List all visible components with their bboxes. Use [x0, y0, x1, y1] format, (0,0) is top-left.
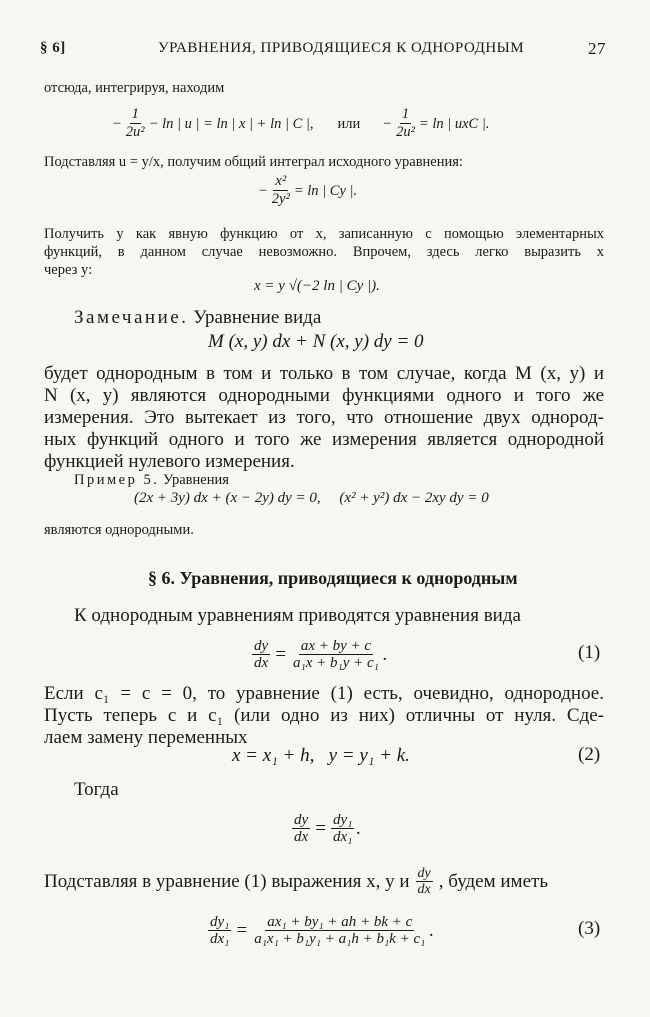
text-line: функций, в данном случае невозможно. Впрочем, здесь легко выразить x — [44, 244, 604, 260]
denominator: dx₁ — [333, 829, 353, 846]
denominator: 2y² — [271, 191, 290, 208]
section-heading: § 6. Уравнения, приводящиеся к однородным — [148, 568, 518, 588]
text-line: являются однородными. — [44, 522, 194, 538]
text-line: К однородным уравнениям приводятся уравнения вида — [74, 605, 521, 626]
denominator: dx₁ — [210, 931, 230, 948]
denominator: a₁x₁ + b₁y₁ + a₁h + b₁k + c₁ — [254, 931, 426, 948]
equation-examples: (2x + 3y) dx + (x − 2y) dy = 0, (x² + y²) dx − 2xy dy = 0 — [134, 490, 489, 506]
example-intro: Уравнения — [162, 472, 229, 488]
numerator: ax₁ + by₁ + ah + bk + c — [267, 913, 413, 930]
fraction — [292, 812, 310, 847]
subst-text: , будем иметь — [438, 871, 548, 892]
eq-or: или — [337, 116, 361, 132]
fraction — [252, 914, 427, 949]
fraction — [416, 866, 433, 898]
eq-sign: − — [112, 116, 122, 132]
numerator: dy₁ — [210, 913, 230, 930]
equation-derivatives: $\frac{dy}{dx}$ = $\frac{\text{dy₁}}{\text{dx₁}}$ . — [294, 811, 362, 846]
denominator: dx — [417, 882, 431, 898]
denominator: dx — [254, 655, 269, 672]
remark-intro: Уравнение вида — [193, 307, 322, 328]
numerator: dy₁ — [333, 811, 353, 828]
denominator: dx — [294, 829, 309, 846]
remark-line — [74, 306, 321, 330]
text-line: измерения. Это вытекает из того, что отношение двух однород- — [44, 407, 604, 428]
text-line: отсюда, интегрируя, находим — [44, 80, 225, 96]
numerator: dy — [254, 637, 269, 654]
equation-number: (1) — [578, 642, 601, 663]
fraction — [270, 174, 292, 208]
text-line: N (x, y) являются однородными функциями одного и того же — [44, 385, 604, 406]
text-line: Тогда — [74, 779, 119, 800]
equation-explicit-x: x = y √(−2 ln | Cy |). — [254, 278, 380, 294]
eq-rest: = ln | uxC |. — [418, 116, 490, 132]
text-line: будет однородным в том и только в том случае, когда M (x, y) и — [44, 363, 604, 384]
header-title: УРАВНЕНИЯ, ПРИВОДЯЩИЕСЯ К ОДНОРОДНЫМ — [158, 40, 525, 56]
numerator: x² — [275, 173, 287, 190]
page-number: 27 — [588, 39, 606, 58]
fraction — [331, 812, 354, 847]
text-line: через y: — [44, 262, 93, 278]
numerator: 1 — [131, 106, 139, 123]
text-line: Если c₁ = c = 0, то уравнение (1) есть, очевидно, однородное. — [44, 683, 604, 704]
numerator: ax + by + c — [300, 637, 372, 654]
text-line: Подставляя u = y/x, получим общий интеграл исходного уравнения: — [44, 154, 463, 170]
text-line: лаем замену переменных — [44, 727, 248, 748]
header-section: § 6] — [40, 40, 66, 56]
equation-number: (3) — [578, 918, 601, 939]
numerator: dy — [294, 811, 309, 828]
equation-general-integral — [258, 170, 357, 212]
remark-label: Замечание. — [74, 307, 189, 328]
equation-number: (2) — [578, 744, 601, 765]
fraction — [252, 638, 270, 673]
example-line — [74, 470, 229, 490]
equation-1: $\frac{dy}{dx}$ = $\frac{ax + by + c}{\text{a₁x + b₁y + c₁}}$ . — [254, 637, 388, 672]
text-line — [44, 860, 548, 904]
numerator: dy — [417, 865, 431, 881]
eq-sign: − — [382, 116, 393, 132]
text-line: ных функций одного и того же измерения является однородной — [44, 429, 604, 450]
fraction — [394, 107, 417, 141]
text-line: функцией нулевого измерения. — [44, 451, 295, 472]
denominator: 2u² — [125, 124, 145, 141]
fraction — [208, 914, 231, 949]
denominator: 2u² — [396, 124, 415, 141]
equation-3: $\frac{\text{dy₁}}{\text{dx₁}}$ = $\frac{\text{ax₁ + by₁ + ah + bk + c}}{\text{a₁x₁ + b₁y₁ + a₁h + b₁k + c₁}}$ . — [210, 913, 435, 948]
fraction — [124, 107, 147, 141]
equation-remark: M (x, y) dx + N (x, y) dy = 0 — [208, 331, 424, 352]
eq-rest: = ln | Cy |. — [293, 183, 358, 199]
equation-2: x = x₁ + h, y = y₁ + k. — [232, 745, 410, 766]
eq-sign: − — [258, 183, 268, 199]
text-line: Получить y как явную функцию от x, записанную с помощью элементарных — [44, 226, 604, 242]
numerator: 1 — [401, 106, 410, 123]
eq-rest: − ln | u | = ln | x | + ln | C |, — [148, 116, 314, 132]
denominator: a₁x + b₁y + c₁ — [293, 655, 379, 672]
subst-text: Подставляя в уравнение (1) выражения x, y и — [44, 871, 410, 892]
example-label: Пример 5. — [74, 472, 160, 488]
text-line: Пусть теперь c и c₁ (или одно из них) отличны от нуля. Сде- — [44, 705, 604, 726]
fraction — [291, 638, 381, 673]
equation-integral — [112, 104, 489, 144]
